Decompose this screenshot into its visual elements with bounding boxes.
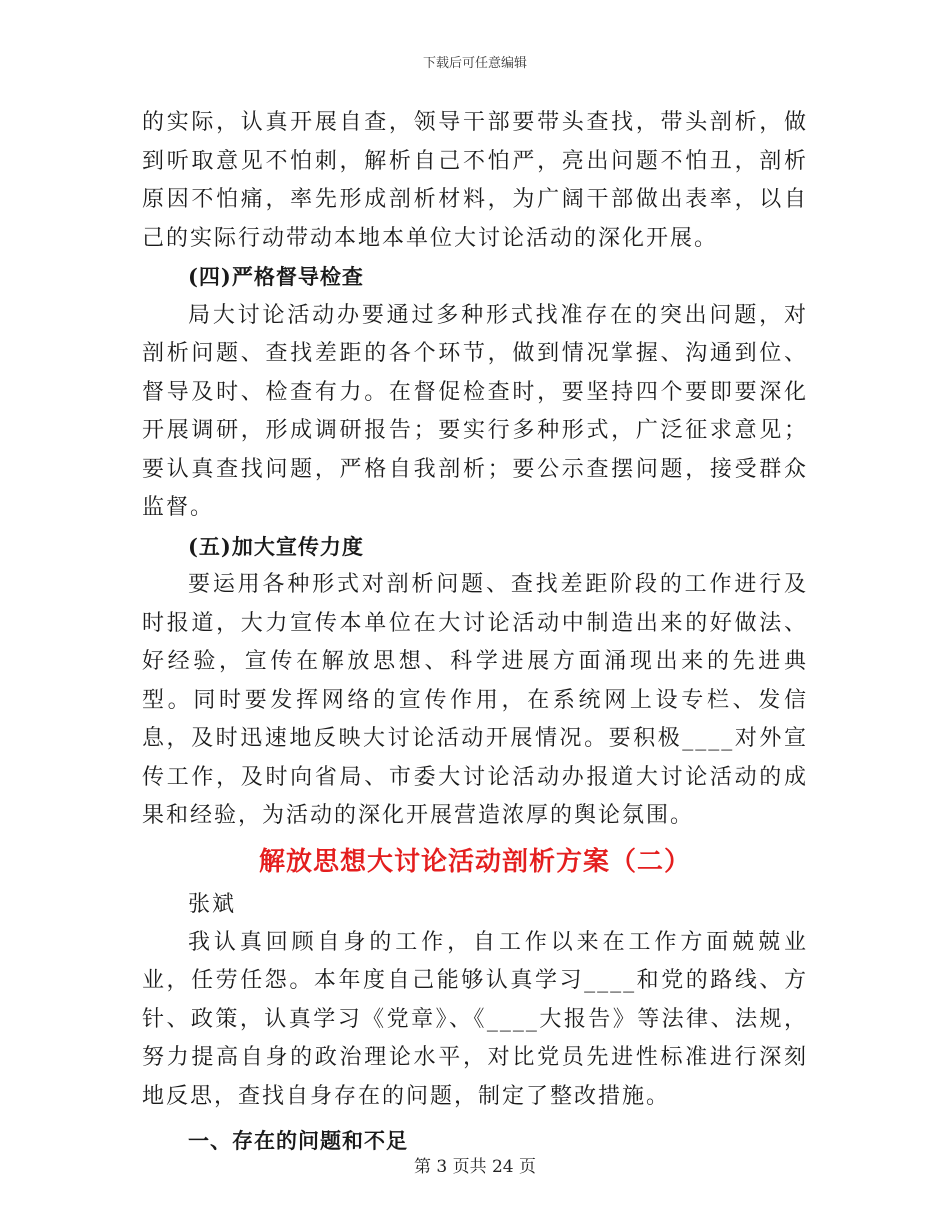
page-footer: 第 3 页共 24 页 [413, 1157, 537, 1177]
paragraph-intro: 我认真回顾自身的工作，自工作以来在工作方面兢兢业业，任劳任怨。本年度自己能够认真学习____和党的路线、方针、政策，认真学习《党章》、《____大报告》等法律、法规，努力提高自身的政治理论水平，对比党员先进性标准进行深刻地反思，查找自身存在的问题，制定了整改措施。 [142, 929, 808, 1109]
paragraph-supervision: 局大讨论活动办要通过多种形式找准存在的突出问题，对剖析问题、查找差距的各个环节，做到情况掌握、沟通到位、督导及时、检查有力。在督促检查时，要坚持四个要即要深化开展调研，形成调研报告；要实行多种形式，广泛征求意见；要认真查找问题，严格自我剖析；要公示查摆问题，接受群众监督。 [142, 302, 808, 520]
page-header: 下载后可任意编辑 [422, 56, 527, 71]
paragraph-publicity: 要运用各种形式对剖析问题、查找差距阶段的工作进行及时报道，大力宣传本单位在大讨论活动中制造出来的好做法、好经验，宣传在解放思想、科学进展方面涌现出来的先进典型。同时要发挥网络的宣传作用，在系统网上设专栏、发信息，及时迅速地反映大讨论活动开展情况。要积极____对外宣传工作，及时向省局、市委大讨论活动办报道大讨论活动的成果和经验，为活动的深化开展营造浓厚的舆论氛围。 [142, 572, 808, 828]
subheading-publicity: (五)加大宣传力度 [188, 533, 364, 559]
paragraph-continuation: 的实际，认真开展自查，领导干部要带头查找，带头剖析，做到听取意见不怕刺，解析自己不怕严，亮出问题不怕丑，剖析原因不怕痛，率先形成剖析材料，为广阔干部做出表率，以自己的实际行动带动本地本单位大讨论活动的深化开展。 [142, 110, 808, 251]
subheading-problems: 一、存在的问题和不足 [188, 1128, 408, 1153]
subheading-supervision: (四)严格督导检查 [188, 264, 364, 289]
document-body [142, 104, 808, 1161]
section-title: 解放思想大讨论活动剖析方案（二） [258, 846, 691, 877]
author-name: 张斌 [188, 891, 237, 917]
